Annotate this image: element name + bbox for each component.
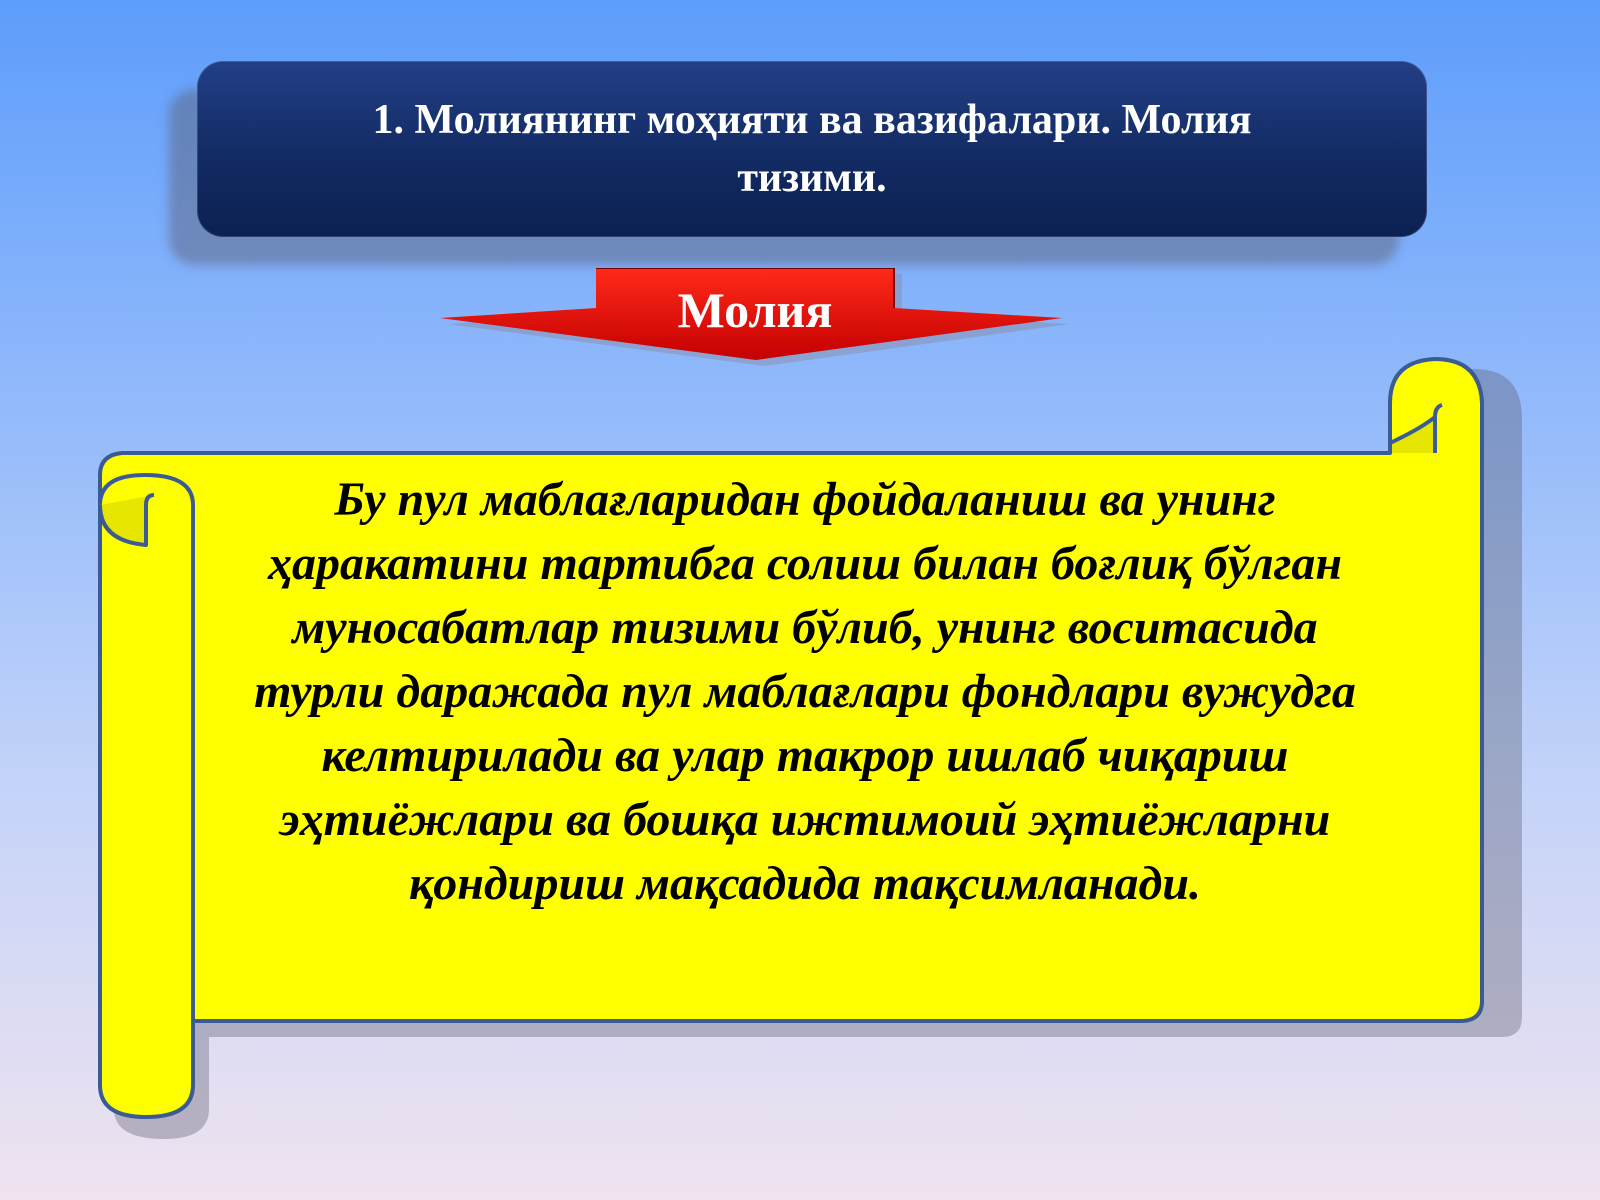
definition-text: Бу пул маблағларидан фойдаланиш ва унинг ҳаракатини тартибга солиш билан боғлиқ бўлган муносабатлар тизими бўлиб, унинг воситасида турли даражада пул маблағлари фондлари вужудга келтирилади ва улар такрор ишлаб чиқариш эҳтиёжлари ва бошқа ижтимоий эҳтиёжларни қондириш мақсадида тақсимланади. [254,473,1356,910]
title-banner [197,61,1427,237]
slide-title: 1. Молиянинг моҳияти ва вазифалари. Молия тизими. [372,97,1252,201]
arrow-label: Молия [677,282,833,338]
